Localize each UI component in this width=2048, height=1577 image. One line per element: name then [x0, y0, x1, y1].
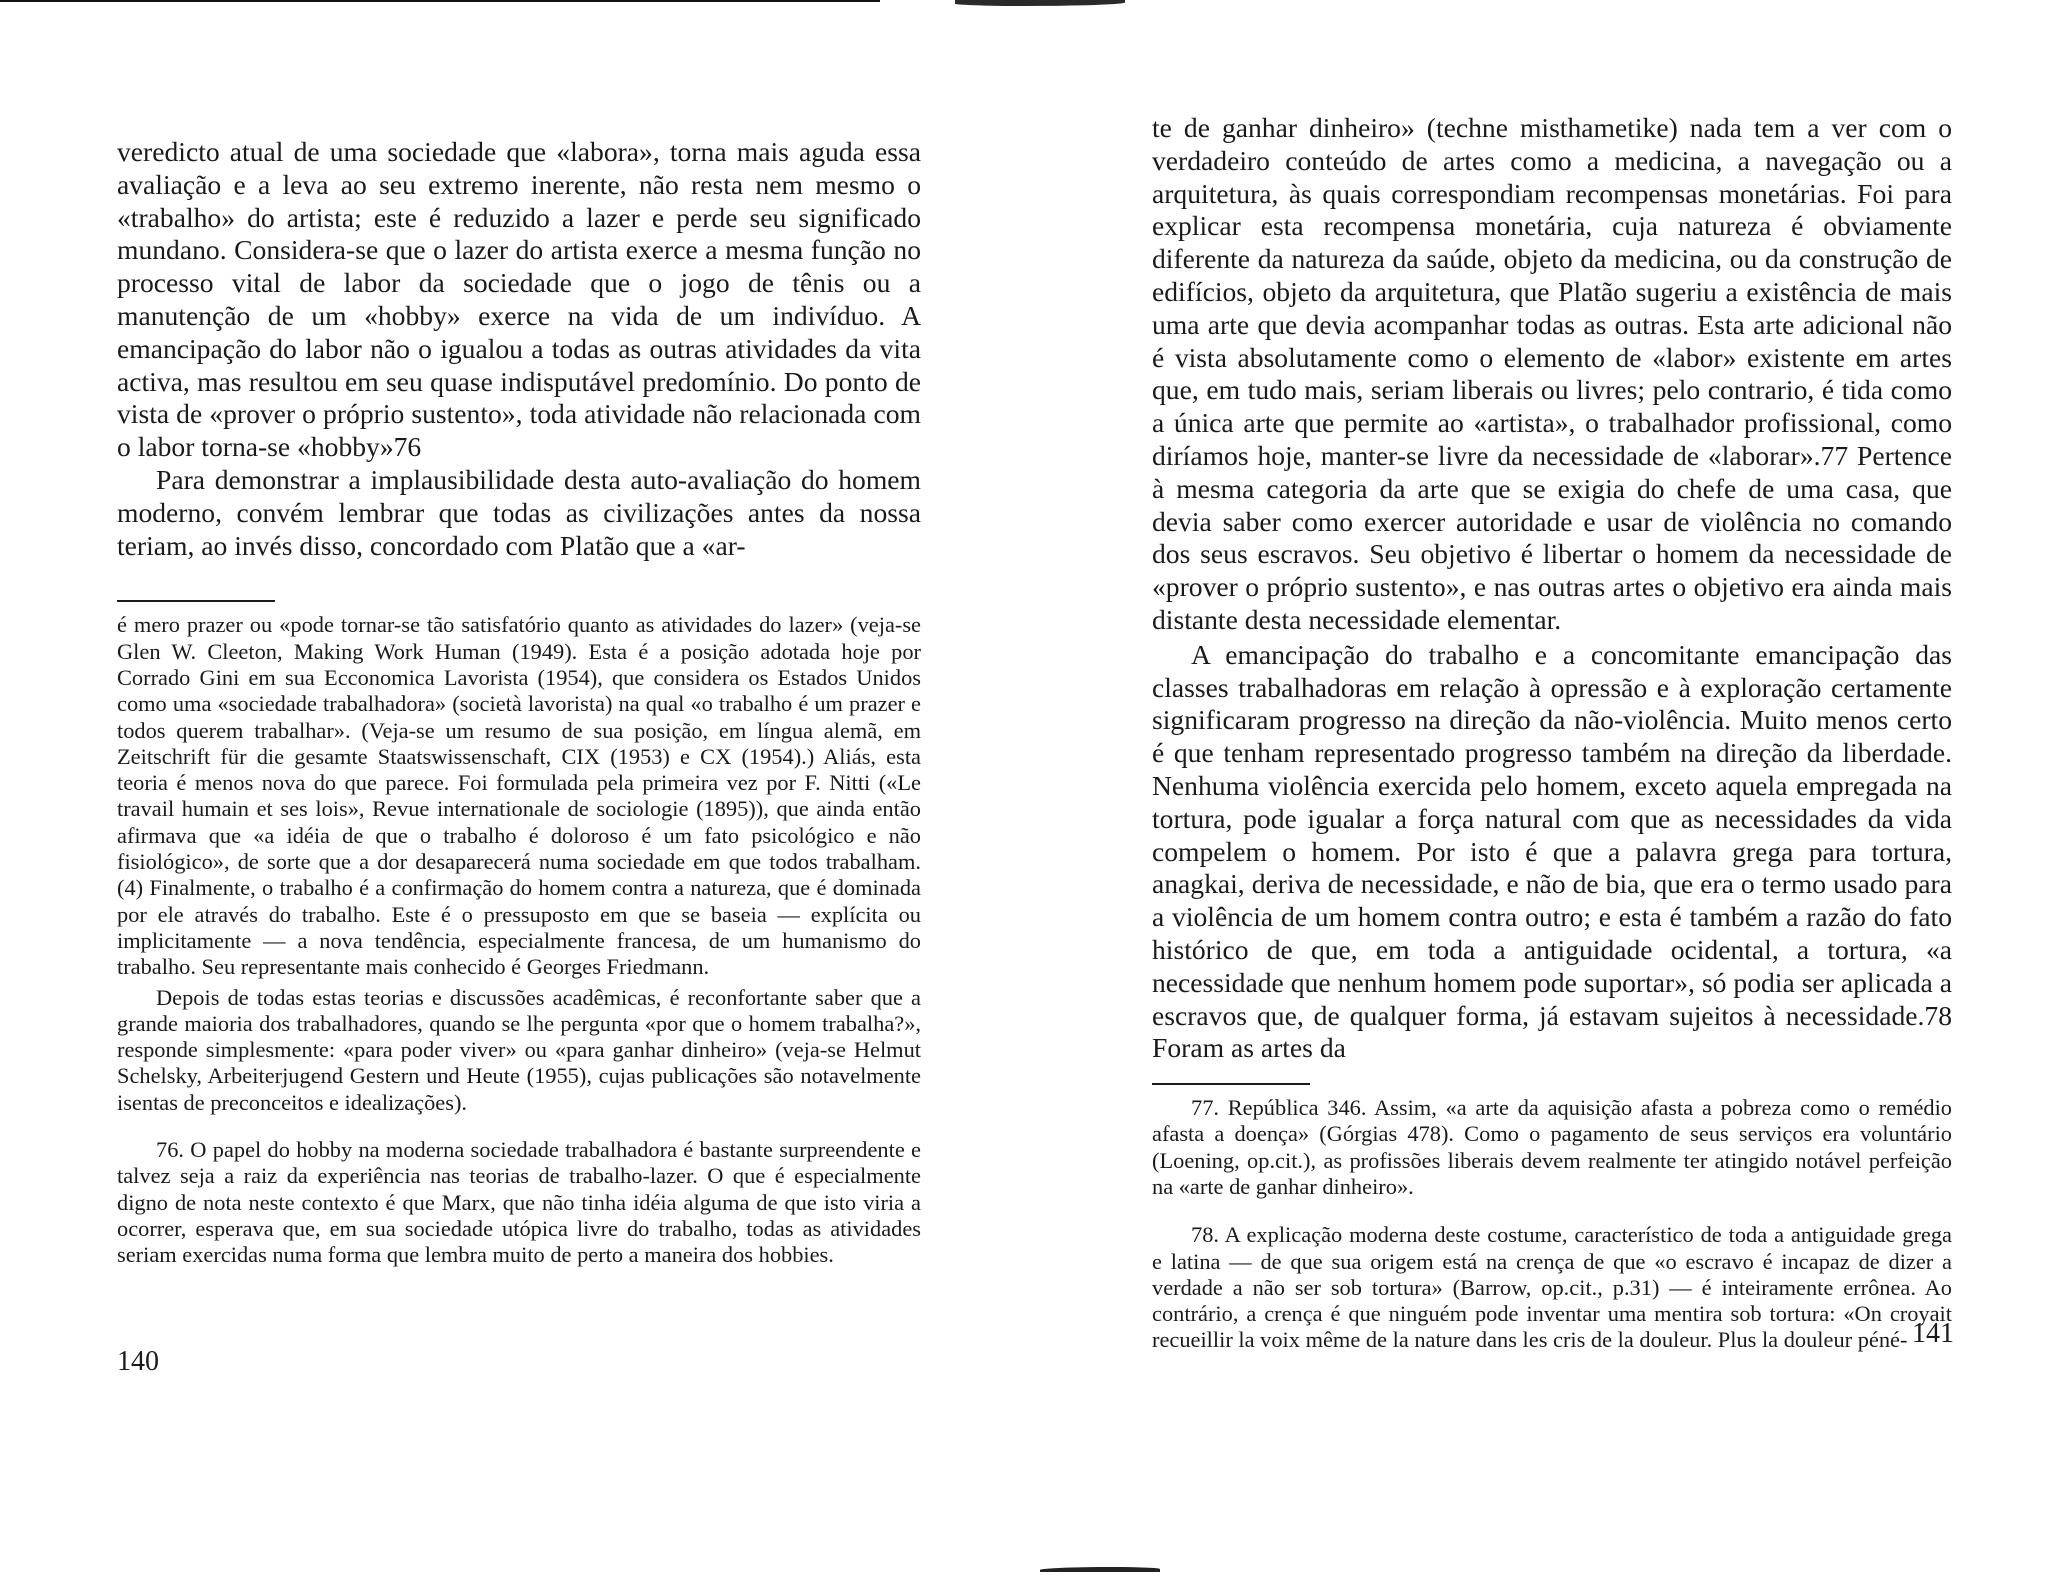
footnote-divider: [117, 600, 275, 602]
right-page-footnotes: [1152, 1095, 1952, 1354]
scan-edge-top: [0, 0, 880, 2]
scan-edge-bottom: [1040, 1567, 1160, 1572]
page-number-right: 141: [1912, 1318, 1954, 1349]
left-page: [117, 136, 921, 1268]
body-paragraph: Para demonstrar a implausibilidade desta auto-avaliação do homem moderno, convém lembrar que todas as civilizações antes da nossa teriam, ao invés disso, concordado com Platão que a «ar-: [117, 463, 921, 561]
footnote-continuation: é mero prazer ou «pode tornar-se tão satisfatório quanto as atividades do lazer» (veja-se Glen W. Cleeton, Making Work Human (1949). Esta é a posição adotada hoje por Corrado Gini em sua Ecconomica Lavorista (1954), que considera os Estados Unidos como uma «sociedade trabalhadora» (società lavorista) na qual «o trabalho é um prazer e todos querem trabalhar». (Veja-se um resumo de sua posição, em língua alemã, em Zeitschrift für die gesamte Staatswissenschaft, CIX (1953) e CX (1954).) Aliás, esta teoria é menos nova do que parece. Foi formulada pela primeira vez por F. Nitti («Le travail humain et ses lois», Revue internationale de sociologie (1895)), que ainda então afirmava que «a idéia de que o trabalho é doloroso é um fato psicológico e não fisiológico», de sorte que a dor desaparecerá numa sociedade em que todos trabalham. (4) Finalmente, o trabalho é a confirmação do homem contra a natureza, que é dominada por ele através do trabalho. Este é o pressuposto em que se baseia — explícita ou implicitamente — a nova tendência, especialmente francesa, de um humanismo do trabalho. Seu representante mais conhecido é Georges Friedmann.: [117, 612, 921, 980]
footnote-78: 78. A explicação moderna deste costume, característico de toda a antiguidade grega e latina — de que sua origem está na crença de que «o escravo é incapaz de dizer a verdade a não ser sob tortura» (Barrow, op.cit., p.31) — é inteiramente errônea. Ao contrário, a crença é que ninguém pode inventar uma mentira sob tortura: «On croyait recueillir la voix même de la nature dans les cris de la douleur. Plus la douleur péné-: [1152, 1222, 1952, 1353]
right-page: [1152, 112, 1952, 1354]
footnote-divider: [1152, 1083, 1310, 1085]
left-page-footnotes: [117, 612, 921, 1268]
footnote-76: 76. O papel do hobby na moderna sociedade trabalhadora é bastante surpreendente e talvez seja a raiz da experiência nas teorias de trabalho-lazer. O que é especialmente digno de nota neste contexto é que Marx, que não tinha idéia alguma de que isto viria a ocorrer, esperava que, em sua sociedade utópica livre do trabalho, todas as atividades seriam exercidas numa forma que lembra muito de perto a maneira dos hobbies.: [117, 1137, 921, 1268]
body-paragraph: A emancipação do trabalho e a concomitante emancipação das classes trabalhadoras em relação à opressão e à exploração certamente significaram progresso na direção da não-violência. Muito menos certo é que tenham representado progresso também na direção da liberdade. Nenhuma violência exercida pelo homem, exceto aquela empregada na tortura, pode igualar a força natural com que as necessidades da vida compelem o homem. Por isto é que a palavra grega para tortura, anagkai, deriva de necessidade, e não de bia, que era o termo usado para a violência de um homem contra outro; e esta é também a razão do fato histórico de que, em toda a antiguidade ocidental, a tortura, «a necessidade que nenhum homem pode suportar», só podia ser aplicada a escravos que, de qualquer forma, já estavam sujeitos à necessidade.78 Foram as artes da: [1152, 638, 1952, 1064]
page-number-left: 140: [117, 1346, 159, 1377]
body-paragraph: veredicto atual de uma sociedade que «labora», torna mais aguda essa avaliação e a leva ao seu extremo inerente, não resta nem mesmo o «trabalho» do artista; este é reduzido a lazer e perde seu significado mundano. Considera-se que o lazer do artista exerce a mesma função no processo vital de labor da sociedade que o jogo de tênis ou a manutenção de um «hobby» exerce na vida de um indivíduo. A emancipação do labor não o igualou a todas as outras atividades da vita activa, mas resultou em seu quase indisputável predomínio. Do ponto de vista de «prover o próprio sustento», toda atividade não relacionada com o labor torna-se «hobby»76: [117, 136, 921, 463]
scan-edge-smudge: [955, 0, 1125, 6]
right-page-body: [1152, 112, 1952, 1065]
footnote-paragraph: Depois de todas estas teorias e discussões acadêmicas, é reconfortante saber que a grande maioria dos trabalhadores, quando se lhe pergunta «por que o homem trabalha?», responde simplesmente: «para poder viver» ou «para ganhar dinheiro» (veja-se Helmut Schelsky, Arbeiterjugend Gestern und Heute (1955), cujas publicações são notavelmente isentas de preconceitos e idealizações).: [117, 984, 921, 1115]
left-page-body: [117, 136, 921, 562]
body-paragraph: te de ganhar dinheiro» (techne misthametike) nada tem a ver com o verdadeiro conteúdo de artes como a medicina, a navegação ou a arquitetura, às quais correspondiam recompensas monetárias. Foi para explicar esta recompensa monetária, cuja natureza é obviamente diferente da natureza da saúde, objeto da medicina, ou da construção de edifícios, objeto da arquitetura, que Platão sugeriu a existência de mais uma arte que devia acompanhar todas as outras. Esta arte adicional não é vista absolutamente como o elemento de «labor» existente em artes que, em tudo mais, seriam liberais ou livres; pelo contrario, é tida como a única arte que permite ao «artista», o trabalhador profissional, como diríamos hoje, manter-se livre da necessidade de «laborar».77 Pertence à mesma categoria da arte que se exigia do chefe de uma casa, que devia saber como exercer autoridade e usar de violência no comando dos seus escravos. Seu objetivo é libertar o homem da necessidade de «prover o próprio sustento», e nas outras artes o objetivo era ainda mais distante desta necessidade elementar.: [1152, 112, 1952, 635]
footnote-77: 77. República 346. Assim, «a arte da aquisição afasta a pobreza como o remédio afasta a doença» (Górgias 478). Como o pagamento de seus serviços era voluntário (Loening, op.cit.), as profissões liberais devem realmente ter atingido notável perfeição na «arte de ganhar dinheiro».: [1152, 1095, 1952, 1199]
